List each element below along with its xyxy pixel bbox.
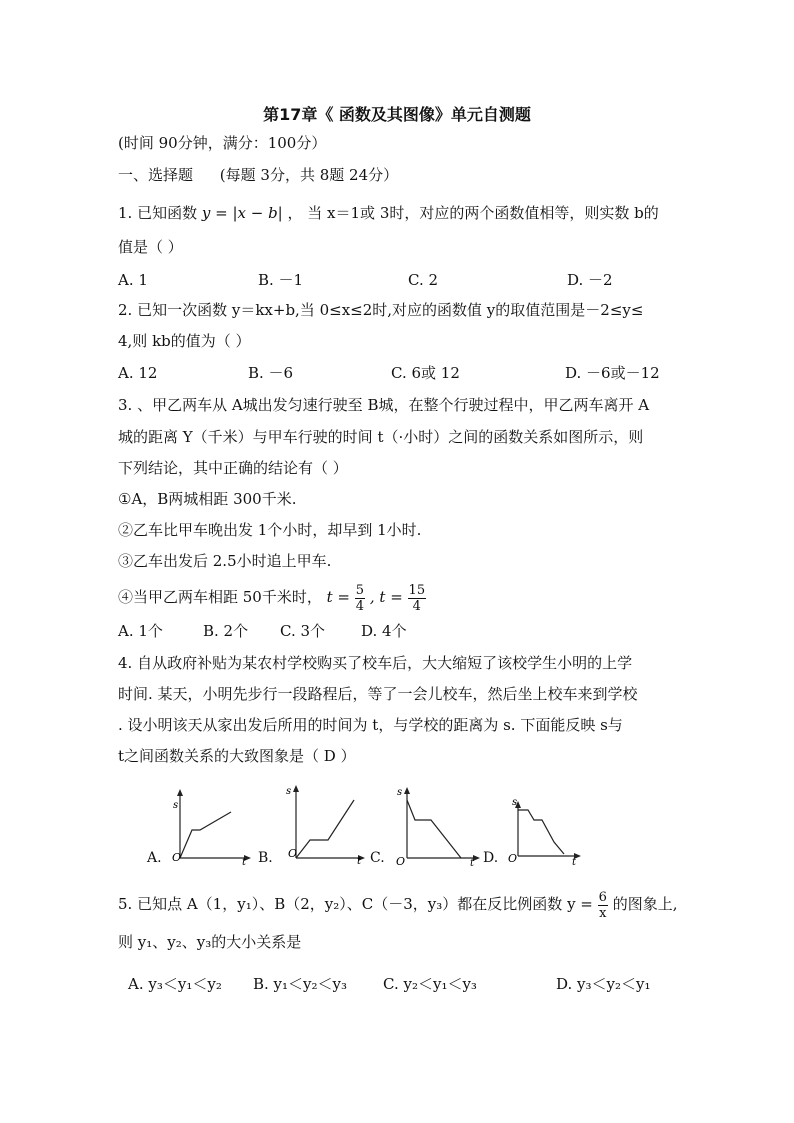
q3-option-b: B. 2个 (203, 622, 249, 640)
q3-s4-t1: t = (326, 588, 351, 606)
axis-s-label: s (397, 787, 403, 798)
q3-statement-3: ③乙车出发后 2.5小时追上甲车. (118, 552, 332, 570)
graph-label-c: C. (370, 850, 385, 866)
q2-line2: 4,则 kb的值为（ ） (118, 332, 251, 350)
graph-a (164, 786, 254, 866)
q5-fraction (598, 890, 608, 921)
q5-prefix: 5. 已知点 A（1，y₁）、B（2，y₂）、C（－3，y₃）都在反比例函数 (118, 895, 563, 913)
axis-t-label: t (572, 857, 577, 866)
origin-label: O (172, 851, 182, 864)
axis-t-label: t (357, 856, 362, 866)
section-title: 一、选择题 (118, 166, 194, 184)
q3-s4-prefix: ④当甲乙两车相距 50千米时， (118, 588, 322, 606)
fraction-numerator: 6 (598, 889, 607, 905)
q1-line2: 值是（ ） (118, 238, 183, 256)
fraction-denominator: 4 (412, 598, 421, 614)
q3-fraction-15-4 (408, 583, 427, 614)
q3-option-a: A. 1个 (118, 622, 163, 640)
q5-func-lhs: y = (567, 895, 593, 913)
q1-suffix: ， 当 x＝1或 3时，对应的两个函数值相等，则实数 b的 (287, 204, 659, 222)
origin-label: O (288, 847, 298, 860)
origin-label: O (508, 852, 518, 865)
q2-option-c: C. 6或 12 (391, 364, 460, 382)
q4-line4: t之间函数关系的大致图象是（ D ） (118, 747, 356, 765)
page-title: 第17章《 函数及其图像》单元自测题 (263, 105, 531, 124)
q3-statement-2: ②乙车比甲车晚出发 1个小时，却早到 1小时. (118, 521, 422, 539)
q3-line1: 3. 、甲乙两车从 A城出发匀速行驶至 B城，在整个行驶过程中，甲乙两车离开 A (118, 396, 650, 414)
q3-fraction-5-4 (355, 583, 365, 614)
q1-function: y = |x − b| (201, 204, 283, 222)
axis-t-label: t (470, 858, 475, 866)
q3-statement-4 (118, 579, 426, 615)
q5-option-a: A. y₃＜y₁＜y₂ (128, 975, 222, 993)
axis-s-label: s (286, 786, 292, 797)
fraction-denominator: 4 (355, 598, 365, 614)
section-note: (每题 3分，共 8题 24分） (219, 166, 399, 184)
fraction-numerator: 15 (408, 582, 426, 598)
time-info: (时间 90分钟，满分：100分） (118, 134, 327, 152)
graph-c (393, 782, 485, 866)
q1-option-b: B. －1 (258, 271, 304, 289)
q4-line1: 4. 自从政府补贴为某农村学校购买了校车后，大大缩短了该校学生小明的上学 (118, 654, 633, 672)
graph-d (504, 796, 586, 866)
q3-option-d: D. 4个 (361, 622, 407, 640)
question-1 (118, 203, 659, 223)
axis-s-label: s (512, 797, 518, 808)
q1-option-a: A. 1 (118, 271, 148, 289)
q4-line3: . 设小明该天从家出发后所用的时间为 t，与学校的距离为 s. 下面能反映 s与 (118, 716, 623, 734)
fraction-numerator: 5 (355, 582, 365, 598)
origin-label: O (396, 855, 406, 866)
q5-option-b: B. y₁＜y₂＜y₃ (253, 975, 348, 993)
q5-option-d: D. y₃＜y₂＜y₁ (556, 975, 651, 993)
q5-suffix: 的图象上, (612, 895, 678, 913)
q3-line2: 城的距离 Y（千米）与甲车行驶的时间 t（·小时）之间的函数关系如图所示，则 (118, 428, 644, 446)
q2-option-b: B. －6 (248, 364, 294, 382)
q3-statement-1: ①A，B两城相距 300千米. (118, 490, 297, 508)
axis-s-label: s (173, 800, 179, 811)
q3-s4-t2: , t = (369, 588, 403, 606)
section-heading (118, 165, 398, 185)
axis-t-label: t (242, 857, 247, 866)
q3-line3: 下列结论，其中正确的结论有（ ） (118, 459, 348, 477)
graph-label-a: A. (147, 850, 162, 866)
q2-option-a: A. 12 (118, 364, 158, 382)
graph-label-b: B. (258, 850, 273, 866)
graph-b (282, 780, 370, 866)
q5-option-c: C. y₂＜y₁＜y₃ (383, 975, 477, 993)
q1-option-d: D. －2 (567, 271, 613, 289)
q2-option-d: D. －6或－12 (565, 364, 660, 382)
q1-option-c: C. 2 (408, 271, 439, 289)
q5-line2: 则 y₁、y₂、y₃的大小关系是 (118, 933, 302, 951)
q1-prefix: 1. 已知函数 (118, 204, 198, 222)
q4-line2: 时间. 某天，小明先步行一段路程后，等了一会儿校车，然后坐上校车来到学校 (118, 685, 638, 703)
q2-line1: 2. 已知一次函数 y＝kx+b,当 0≤x≤2时,对应的函数值 y的取值范围是－2≤y≤ (118, 301, 644, 319)
graph-label-d: D. (483, 850, 499, 866)
q3-option-c: C. 3个 (280, 622, 326, 640)
fraction-denominator: x (599, 905, 607, 921)
q5-line1 (118, 886, 678, 922)
